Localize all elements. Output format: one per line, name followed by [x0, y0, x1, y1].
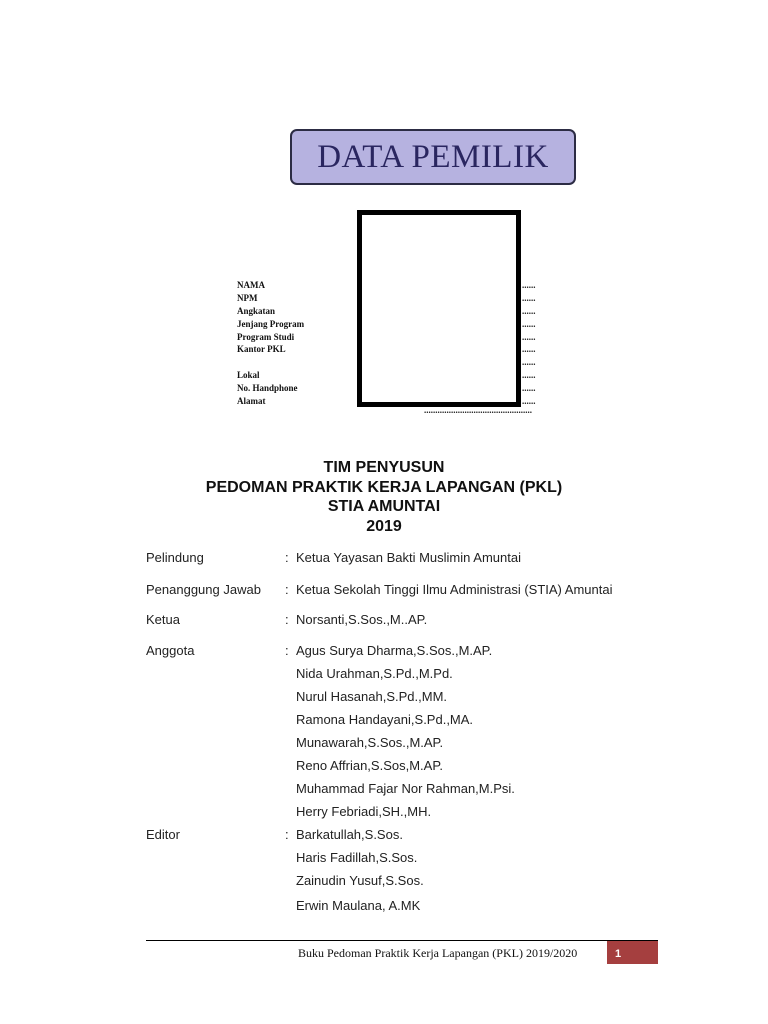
field-dots-angkatan: ......: [522, 305, 536, 316]
team-row: [0, 734, 768, 752]
team-person: Zainudin Yusuf,S.Sos.: [296, 873, 424, 888]
team-person: Nida Urahman,S.Pd.,M.Pd.: [296, 666, 453, 681]
field-dots-lokal: ......: [522, 370, 536, 381]
field-label-nama: NAMA: [237, 280, 265, 290]
team-person: Reno Affrian,S.Sos,M.AP.: [296, 758, 443, 773]
team-role: Pelindung: [146, 550, 204, 565]
team-person: Herry Febriadi,SH.,MH.: [296, 804, 432, 819]
team-person: Barkatullah,S.Sos.: [296, 827, 403, 842]
title-box: [290, 129, 576, 185]
team-person: Norsanti,S.Sos.,M..AP.: [296, 612, 428, 627]
field-label-npm: NPM: [237, 292, 258, 303]
team-colon: :: [285, 582, 289, 597]
team-row: [0, 581, 768, 599]
footer-divider: [146, 940, 658, 941]
heading-line-3: STIA AMUNTAI: [327, 498, 441, 515]
field-label-blank: [237, 356, 304, 369]
photo-frame: [357, 210, 521, 407]
field-dots-nama: ......: [522, 280, 536, 290]
team-role: Penanggung Jawab: [146, 582, 261, 597]
field-dots-blank: ......: [522, 357, 536, 368]
team-colon: :: [285, 827, 289, 842]
team-colon: :: [285, 550, 289, 565]
owner-field-labels: [237, 279, 304, 408]
team-role: Anggota: [146, 643, 195, 658]
field-label-angkatan: Angkatan: [237, 305, 276, 316]
team-row: [0, 780, 768, 798]
field-label-jenjang-program: Jenjang Program: [237, 318, 305, 329]
heading-line-2: PEDOMAN PRAKTIK KERJA LAPANGAN (PKL): [205, 479, 563, 496]
team-row: [0, 897, 768, 915]
address-dots: ................................................: [424, 405, 532, 415]
team-person: Ketua Yayasan Bakti Muslimin Amuntai: [296, 550, 521, 565]
team-row: [0, 803, 768, 821]
team-role: Ketua: [146, 612, 180, 627]
team-colon: :: [285, 612, 289, 627]
team-row: [0, 665, 768, 683]
team-row: [0, 611, 768, 629]
field-label-program-studi: Program Studi: [237, 331, 295, 342]
team-row: [0, 872, 768, 890]
team-person: Erwin Maulana, A.MK: [296, 898, 421, 913]
field-dots-npm: ......: [522, 292, 536, 303]
footer-text: Buku Pedoman Praktik Kerja Lapangan (PKL) 2019/2020: [298, 946, 578, 960]
owner-field-dots: [522, 279, 536, 408]
heading-line-1: TIM PENYUSUN: [323, 459, 445, 476]
team-row: [0, 826, 768, 844]
team-person: Munawarah,S.Sos.,M.AP.: [296, 735, 444, 750]
field-label-kantor-pkl: Kantor PKL: [237, 344, 286, 355]
heading-line-4: 2019: [366, 518, 402, 535]
field-label-alamat: Alamat: [237, 396, 266, 407]
team-person: Ketua Sekolah Tinggi Ilmu Administrasi (STIA) Amuntai: [296, 582, 613, 597]
field-label-handphone: No. Handphone: [237, 383, 298, 394]
team-row: [0, 688, 768, 706]
page-number-badge: 1: [607, 941, 658, 964]
field-label-lokal: Lokal: [237, 370, 260, 381]
team-row: [0, 549, 768, 567]
field-dots-program-studi: ......: [522, 331, 536, 342]
team-person: Nurul Hasanah,S.Pd.,MM.: [296, 689, 448, 704]
team-row: [0, 757, 768, 775]
team-row: [0, 711, 768, 729]
team-row: [0, 849, 768, 867]
team-person: Agus Surya Dharma,S.Sos.,M.AP.: [296, 643, 493, 658]
field-dots-kantor-pkl: ......: [522, 344, 536, 355]
field-dots-jenjang-program: ......: [522, 318, 536, 329]
page-title: DATA PEMILIK: [317, 138, 549, 175]
field-dots-alamat: ......: [522, 396, 536, 407]
team-person: Ramona Handayani,S.Pd.,MA.: [296, 712, 474, 727]
team-person: Muhammad Fajar Nor Rahman,M.Psi.: [296, 781, 515, 796]
team-colon: :: [285, 643, 289, 658]
field-dots-handphone: ......: [522, 383, 536, 394]
team-row: [0, 642, 768, 660]
team-role: Editor: [146, 827, 180, 842]
team-person: Haris Fadillah,S.Sos.: [296, 850, 418, 865]
